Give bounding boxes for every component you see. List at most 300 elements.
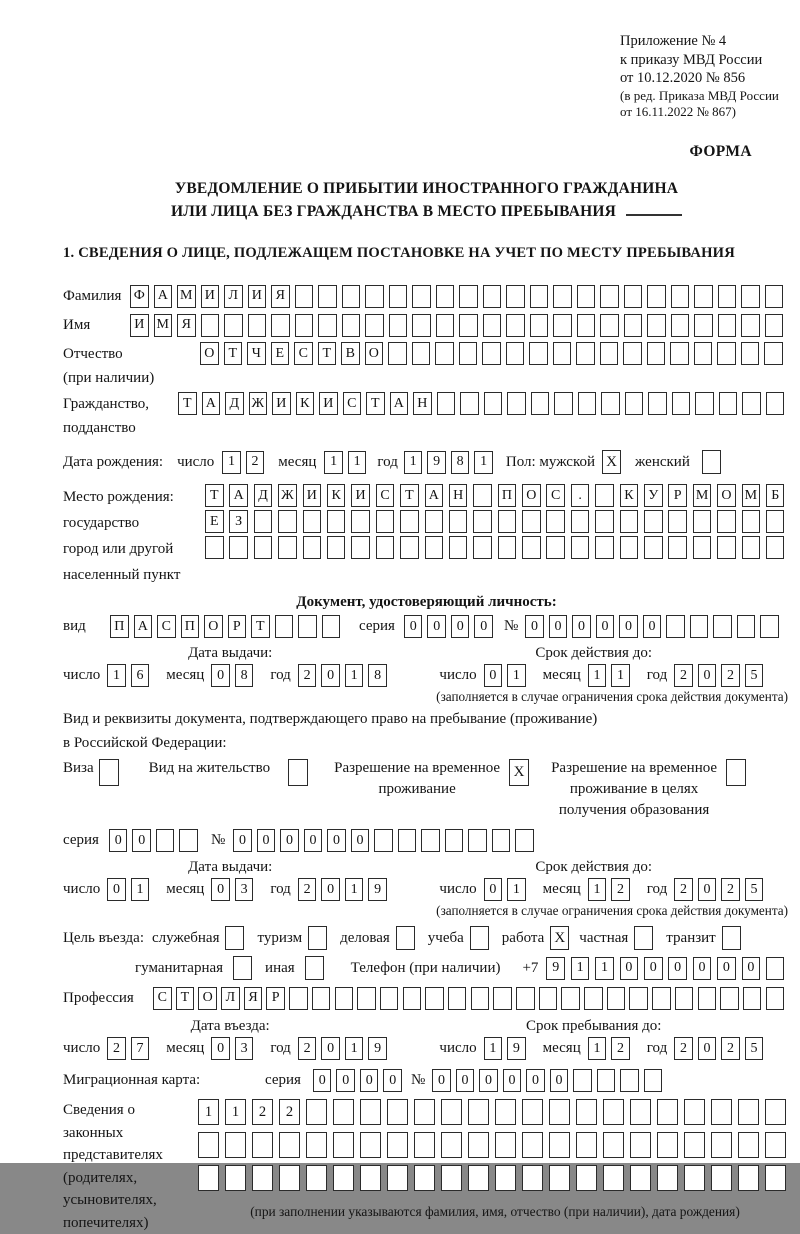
- form-cell[interactable]: [530, 285, 549, 308]
- form-cell[interactable]: М: [742, 484, 761, 507]
- form-cell[interactable]: [766, 536, 785, 559]
- temp-residence-edu-checkbox[interactable]: [726, 759, 746, 786]
- form-cell[interactable]: [549, 1132, 570, 1158]
- form-cell[interactable]: З: [229, 510, 248, 533]
- form-cell[interactable]: 2: [252, 1099, 273, 1125]
- form-cell[interactable]: 2: [721, 664, 740, 687]
- form-cell[interactable]: [553, 314, 572, 337]
- form-cell[interactable]: [374, 829, 393, 852]
- form-cell[interactable]: [403, 987, 422, 1010]
- form-cell[interactable]: Л: [224, 285, 243, 308]
- form-cell[interactable]: Т: [318, 342, 337, 365]
- form-cell[interactable]: [554, 392, 573, 415]
- purpose-sluzhebnaya-checkbox[interactable]: [225, 926, 244, 950]
- form-cell[interactable]: Я: [177, 314, 196, 337]
- form-cell[interactable]: [333, 1132, 354, 1158]
- form-cell[interactable]: 0: [211, 878, 230, 901]
- form-cell[interactable]: П: [181, 615, 200, 638]
- form-cell[interactable]: [624, 285, 643, 308]
- form-cell[interactable]: [365, 285, 384, 308]
- form-cell[interactable]: 0: [351, 829, 370, 852]
- form-cell[interactable]: 1: [345, 1037, 364, 1060]
- form-cell[interactable]: [603, 1132, 624, 1158]
- form-cell[interactable]: [414, 1099, 435, 1125]
- form-cell[interactable]: [720, 987, 739, 1010]
- form-cell[interactable]: [549, 1165, 570, 1191]
- form-cell[interactable]: [549, 1099, 570, 1125]
- form-cell[interactable]: 1: [345, 664, 364, 687]
- form-cell[interactable]: [595, 536, 614, 559]
- purpose-ucheba-checkbox[interactable]: [470, 926, 489, 950]
- form-cell[interactable]: 0: [596, 615, 615, 638]
- form-cell[interactable]: Т: [224, 342, 243, 365]
- form-cell[interactable]: Л: [221, 987, 240, 1010]
- form-cell[interactable]: [312, 987, 331, 1010]
- form-cell[interactable]: [630, 1099, 651, 1125]
- form-cell[interactable]: Т: [178, 392, 197, 415]
- form-cell[interactable]: [668, 536, 687, 559]
- form-cell[interactable]: С: [376, 484, 395, 507]
- form-cell[interactable]: [522, 510, 541, 533]
- form-cell[interactable]: [576, 1099, 597, 1125]
- form-cell[interactable]: Е: [205, 510, 224, 533]
- form-cell[interactable]: [576, 1165, 597, 1191]
- form-cell[interactable]: И: [319, 392, 338, 415]
- form-cell[interactable]: 2: [611, 1037, 630, 1060]
- form-cell[interactable]: [303, 536, 322, 559]
- form-cell[interactable]: [515, 829, 534, 852]
- form-cell[interactable]: [414, 1165, 435, 1191]
- form-cell[interactable]: 0: [717, 957, 736, 980]
- form-cell[interactable]: 1: [345, 878, 364, 901]
- form-cell[interactable]: М: [177, 285, 196, 308]
- form-cell[interactable]: 1: [507, 878, 526, 901]
- form-cell[interactable]: 0: [327, 829, 346, 852]
- form-cell[interactable]: [441, 1099, 462, 1125]
- form-cell[interactable]: [764, 342, 783, 365]
- form-cell[interactable]: 1: [348, 451, 367, 474]
- form-cell[interactable]: 2: [674, 664, 693, 687]
- form-cell[interactable]: 0: [484, 878, 503, 901]
- form-cell[interactable]: И: [351, 484, 370, 507]
- form-cell[interactable]: [711, 1132, 732, 1158]
- form-cell[interactable]: 0: [668, 957, 687, 980]
- form-cell[interactable]: [376, 536, 395, 559]
- sex-male-checkbox[interactable]: X: [602, 450, 621, 474]
- form-cell[interactable]: [522, 536, 541, 559]
- form-cell[interactable]: [516, 987, 535, 1010]
- form-cell[interactable]: М: [693, 484, 712, 507]
- form-cell[interactable]: [553, 342, 572, 365]
- form-cell[interactable]: [620, 1069, 639, 1092]
- form-cell[interactable]: И: [201, 285, 220, 308]
- form-cell[interactable]: И: [130, 314, 149, 337]
- form-cell[interactable]: 2: [298, 1037, 317, 1060]
- form-cell[interactable]: К: [620, 484, 639, 507]
- form-cell[interactable]: [436, 285, 455, 308]
- form-cell[interactable]: 1: [222, 451, 241, 474]
- purpose-tranzit-checkbox[interactable]: [722, 926, 741, 950]
- form-cell[interactable]: Е: [271, 342, 290, 365]
- form-cell[interactable]: 3: [235, 1037, 254, 1060]
- form-cell[interactable]: [671, 314, 690, 337]
- form-cell[interactable]: 0: [211, 664, 230, 687]
- form-cell[interactable]: [578, 392, 597, 415]
- form-cell[interactable]: О: [204, 615, 223, 638]
- purpose-turizm-checkbox[interactable]: [308, 926, 327, 950]
- form-cell[interactable]: 2: [674, 1037, 693, 1060]
- form-cell[interactable]: [530, 314, 549, 337]
- form-cell[interactable]: [742, 510, 761, 533]
- form-cell[interactable]: [765, 285, 784, 308]
- form-cell[interactable]: [398, 829, 417, 852]
- form-cell[interactable]: [459, 285, 478, 308]
- form-cell[interactable]: [295, 314, 314, 337]
- form-cell[interactable]: [318, 314, 337, 337]
- form-cell[interactable]: 1: [595, 957, 614, 980]
- form-cell[interactable]: [607, 987, 626, 1010]
- form-cell[interactable]: [623, 342, 642, 365]
- form-cell[interactable]: [351, 536, 370, 559]
- form-cell[interactable]: [414, 1132, 435, 1158]
- form-cell[interactable]: Т: [205, 484, 224, 507]
- form-cell[interactable]: [229, 536, 248, 559]
- form-cell[interactable]: [717, 342, 736, 365]
- form-cell[interactable]: И: [303, 484, 322, 507]
- form-cell[interactable]: [630, 1132, 651, 1158]
- form-cell[interactable]: К: [327, 484, 346, 507]
- form-cell[interactable]: [595, 484, 614, 507]
- form-cell[interactable]: [483, 314, 502, 337]
- form-cell[interactable]: [252, 1165, 273, 1191]
- form-cell[interactable]: [522, 1099, 543, 1125]
- form-cell[interactable]: [718, 285, 737, 308]
- form-cell[interactable]: А: [229, 484, 248, 507]
- form-cell[interactable]: .: [571, 484, 590, 507]
- form-cell[interactable]: [468, 829, 487, 852]
- form-cell[interactable]: [765, 1165, 786, 1191]
- form-cell[interactable]: [468, 1132, 489, 1158]
- form-cell[interactable]: 0: [404, 615, 423, 638]
- form-cell[interactable]: [342, 285, 361, 308]
- form-cell[interactable]: [179, 829, 198, 852]
- form-cell[interactable]: [254, 510, 273, 533]
- form-cell[interactable]: [652, 987, 671, 1010]
- form-cell[interactable]: [306, 1132, 327, 1158]
- form-cell[interactable]: [342, 314, 361, 337]
- form-cell[interactable]: 2: [107, 1037, 126, 1060]
- visa-checkbox[interactable]: [99, 759, 119, 786]
- form-cell[interactable]: 2: [721, 1037, 740, 1060]
- form-cell[interactable]: [672, 392, 691, 415]
- form-cell[interactable]: Ж: [278, 484, 297, 507]
- form-cell[interactable]: 1: [588, 878, 607, 901]
- form-cell[interactable]: А: [202, 392, 221, 415]
- form-cell[interactable]: [493, 987, 512, 1010]
- form-cell[interactable]: А: [425, 484, 444, 507]
- form-cell[interactable]: Н: [413, 392, 432, 415]
- form-cell[interactable]: [719, 392, 738, 415]
- form-cell[interactable]: [600, 314, 619, 337]
- form-cell[interactable]: 2: [298, 664, 317, 687]
- form-cell[interactable]: [473, 510, 492, 533]
- form-cell[interactable]: 0: [643, 615, 662, 638]
- form-cell[interactable]: [365, 314, 384, 337]
- form-cell[interactable]: [625, 392, 644, 415]
- form-cell[interactable]: 0: [211, 1037, 230, 1060]
- form-cell[interactable]: [765, 1099, 786, 1125]
- form-cell[interactable]: [459, 342, 478, 365]
- form-cell[interactable]: [603, 1165, 624, 1191]
- form-cell[interactable]: 0: [742, 957, 761, 980]
- form-cell[interactable]: [389, 314, 408, 337]
- form-cell[interactable]: [388, 342, 407, 365]
- form-cell[interactable]: [577, 314, 596, 337]
- form-cell[interactable]: О: [198, 987, 217, 1010]
- form-cell[interactable]: [271, 314, 290, 337]
- form-cell[interactable]: С: [294, 342, 313, 365]
- form-cell[interactable]: [412, 285, 431, 308]
- form-cell[interactable]: [492, 829, 511, 852]
- form-cell[interactable]: Н: [449, 484, 468, 507]
- form-cell[interactable]: [601, 392, 620, 415]
- form-cell[interactable]: 1: [225, 1099, 246, 1125]
- form-cell[interactable]: [711, 1165, 732, 1191]
- form-cell[interactable]: [522, 1132, 543, 1158]
- form-cell[interactable]: 1: [588, 664, 607, 687]
- purpose-chastnaya-checkbox[interactable]: [634, 926, 653, 950]
- form-cell[interactable]: 0: [304, 829, 323, 852]
- form-cell[interactable]: 8: [451, 451, 470, 474]
- form-cell[interactable]: 1: [107, 664, 126, 687]
- form-cell[interactable]: А: [390, 392, 409, 415]
- form-cell[interactable]: [306, 1099, 327, 1125]
- form-cell[interactable]: [620, 510, 639, 533]
- form-cell[interactable]: 1: [474, 451, 493, 474]
- form-cell[interactable]: [742, 392, 761, 415]
- form-cell[interactable]: [624, 314, 643, 337]
- form-cell[interactable]: [561, 987, 580, 1010]
- form-cell[interactable]: [322, 615, 341, 638]
- form-cell[interactable]: [278, 510, 297, 533]
- form-cell[interactable]: [460, 392, 479, 415]
- form-cell[interactable]: [657, 1165, 678, 1191]
- form-cell[interactable]: [468, 1099, 489, 1125]
- form-cell[interactable]: [495, 1132, 516, 1158]
- form-cell[interactable]: У: [644, 484, 663, 507]
- form-cell[interactable]: [295, 285, 314, 308]
- form-cell[interactable]: [684, 1132, 705, 1158]
- form-cell[interactable]: [546, 536, 565, 559]
- form-cell[interactable]: 8: [235, 664, 254, 687]
- form-cell[interactable]: [156, 829, 175, 852]
- form-cell[interactable]: [376, 510, 395, 533]
- form-cell[interactable]: [425, 510, 444, 533]
- form-cell[interactable]: [360, 1165, 381, 1191]
- form-cell[interactable]: [644, 536, 663, 559]
- form-cell[interactable]: 0: [456, 1069, 475, 1092]
- form-cell[interactable]: 1: [507, 664, 526, 687]
- form-cell[interactable]: С: [157, 615, 176, 638]
- form-cell[interactable]: 0: [321, 664, 340, 687]
- temp-residence-checkbox[interactable]: X: [509, 759, 529, 786]
- form-cell[interactable]: [603, 1099, 624, 1125]
- form-cell[interactable]: [553, 285, 572, 308]
- form-cell[interactable]: 9: [368, 878, 387, 901]
- form-cell[interactable]: И: [272, 392, 291, 415]
- form-cell[interactable]: [647, 314, 666, 337]
- form-cell[interactable]: [225, 1132, 246, 1158]
- form-cell[interactable]: [694, 314, 713, 337]
- form-cell[interactable]: [495, 1165, 516, 1191]
- form-cell[interactable]: А: [134, 615, 153, 638]
- form-cell[interactable]: С: [153, 987, 172, 1010]
- form-cell[interactable]: [693, 536, 712, 559]
- form-cell[interactable]: [571, 510, 590, 533]
- form-cell[interactable]: 1: [484, 1037, 503, 1060]
- form-cell[interactable]: [670, 342, 689, 365]
- form-cell[interactable]: Р: [668, 484, 687, 507]
- form-cell[interactable]: [279, 1165, 300, 1191]
- form-cell[interactable]: 9: [427, 451, 446, 474]
- form-cell[interactable]: 7: [131, 1037, 150, 1060]
- form-cell[interactable]: [360, 1099, 381, 1125]
- form-cell[interactable]: [741, 285, 760, 308]
- form-cell[interactable]: [694, 285, 713, 308]
- form-cell[interactable]: 1: [571, 957, 590, 980]
- form-cell[interactable]: 0: [550, 1069, 569, 1092]
- form-cell[interactable]: [717, 510, 736, 533]
- form-cell[interactable]: [459, 314, 478, 337]
- form-cell[interactable]: [711, 1099, 732, 1125]
- form-cell[interactable]: 0: [132, 829, 151, 852]
- form-cell[interactable]: П: [498, 484, 517, 507]
- form-cell[interactable]: [435, 342, 454, 365]
- form-cell[interactable]: [224, 314, 243, 337]
- form-cell[interactable]: [198, 1132, 219, 1158]
- form-cell[interactable]: А: [154, 285, 173, 308]
- form-cell[interactable]: 0: [474, 615, 493, 638]
- form-cell[interactable]: 0: [698, 1037, 717, 1060]
- purpose-inaya-checkbox[interactable]: [305, 956, 324, 980]
- form-cell[interactable]: [421, 829, 440, 852]
- form-cell[interactable]: Р: [266, 987, 285, 1010]
- form-cell[interactable]: [737, 615, 756, 638]
- form-cell[interactable]: О: [717, 484, 736, 507]
- form-cell[interactable]: 2: [298, 878, 317, 901]
- form-cell[interactable]: 2: [721, 878, 740, 901]
- form-cell[interactable]: Т: [366, 392, 385, 415]
- form-cell[interactable]: Я: [244, 987, 263, 1010]
- form-cell[interactable]: 9: [368, 1037, 387, 1060]
- form-cell[interactable]: [278, 536, 297, 559]
- form-cell[interactable]: [449, 536, 468, 559]
- form-cell[interactable]: Р: [228, 615, 247, 638]
- form-cell[interactable]: [412, 342, 431, 365]
- form-cell[interactable]: 0: [321, 1037, 340, 1060]
- form-cell[interactable]: [360, 1132, 381, 1158]
- form-cell[interactable]: Ж: [249, 392, 268, 415]
- form-cell[interactable]: [318, 285, 337, 308]
- form-cell[interactable]: [471, 987, 490, 1010]
- form-cell[interactable]: [498, 536, 517, 559]
- form-cell[interactable]: [522, 1165, 543, 1191]
- form-cell[interactable]: Т: [400, 484, 419, 507]
- form-cell[interactable]: 3: [235, 878, 254, 901]
- form-cell[interactable]: 1: [324, 451, 343, 474]
- form-cell[interactable]: [248, 314, 267, 337]
- form-cell[interactable]: [671, 285, 690, 308]
- form-cell[interactable]: [468, 1165, 489, 1191]
- form-cell[interactable]: 0: [432, 1069, 451, 1092]
- form-cell[interactable]: 2: [246, 451, 265, 474]
- form-cell[interactable]: 0: [698, 664, 717, 687]
- form-cell[interactable]: Д: [254, 484, 273, 507]
- form-cell[interactable]: [573, 1069, 592, 1092]
- form-cell[interactable]: [473, 536, 492, 559]
- form-cell[interactable]: 9: [507, 1037, 526, 1060]
- form-cell[interactable]: [275, 615, 294, 638]
- form-cell[interactable]: О: [522, 484, 541, 507]
- form-cell[interactable]: 5: [745, 1037, 764, 1060]
- form-cell[interactable]: [630, 1165, 651, 1191]
- form-cell[interactable]: 1: [198, 1099, 219, 1125]
- form-cell[interactable]: [766, 957, 785, 980]
- form-cell[interactable]: [483, 285, 502, 308]
- form-cell[interactable]: [333, 1165, 354, 1191]
- form-cell[interactable]: [765, 1132, 786, 1158]
- form-cell[interactable]: [698, 987, 717, 1010]
- form-cell[interactable]: [600, 342, 619, 365]
- form-cell[interactable]: 0: [427, 615, 446, 638]
- form-cell[interactable]: [695, 392, 714, 415]
- form-cell[interactable]: К: [296, 392, 315, 415]
- form-cell[interactable]: [441, 1165, 462, 1191]
- form-cell[interactable]: [738, 1099, 759, 1125]
- form-cell[interactable]: 0: [698, 878, 717, 901]
- form-cell[interactable]: М: [154, 314, 173, 337]
- form-cell[interactable]: 0: [383, 1069, 402, 1092]
- form-cell[interactable]: [648, 392, 667, 415]
- residence-permit-checkbox[interactable]: [288, 759, 308, 786]
- form-cell[interactable]: [198, 1165, 219, 1191]
- form-cell[interactable]: [254, 536, 273, 559]
- form-cell[interactable]: [425, 987, 444, 1010]
- form-cell[interactable]: С: [343, 392, 362, 415]
- purpose-rabota-checkbox[interactable]: X: [550, 926, 569, 950]
- form-cell[interactable]: 6: [131, 664, 150, 687]
- form-cell[interactable]: [498, 510, 517, 533]
- form-cell[interactable]: 8: [368, 664, 387, 687]
- form-cell[interactable]: [666, 615, 685, 638]
- form-cell[interactable]: 0: [525, 615, 544, 638]
- form-cell[interactable]: [620, 536, 639, 559]
- form-cell[interactable]: 1: [131, 878, 150, 901]
- form-cell[interactable]: Д: [225, 392, 244, 415]
- form-cell[interactable]: [333, 1099, 354, 1125]
- form-cell[interactable]: 0: [644, 957, 663, 980]
- form-cell[interactable]: [306, 1165, 327, 1191]
- form-cell[interactable]: [387, 1132, 408, 1158]
- form-cell[interactable]: [425, 536, 444, 559]
- form-cell[interactable]: 0: [479, 1069, 498, 1092]
- form-cell[interactable]: О: [365, 342, 384, 365]
- form-cell[interactable]: [400, 510, 419, 533]
- form-cell[interactable]: [279, 1132, 300, 1158]
- form-cell[interactable]: 0: [503, 1069, 522, 1092]
- form-cell[interactable]: 0: [526, 1069, 545, 1092]
- form-cell[interactable]: 0: [109, 829, 128, 852]
